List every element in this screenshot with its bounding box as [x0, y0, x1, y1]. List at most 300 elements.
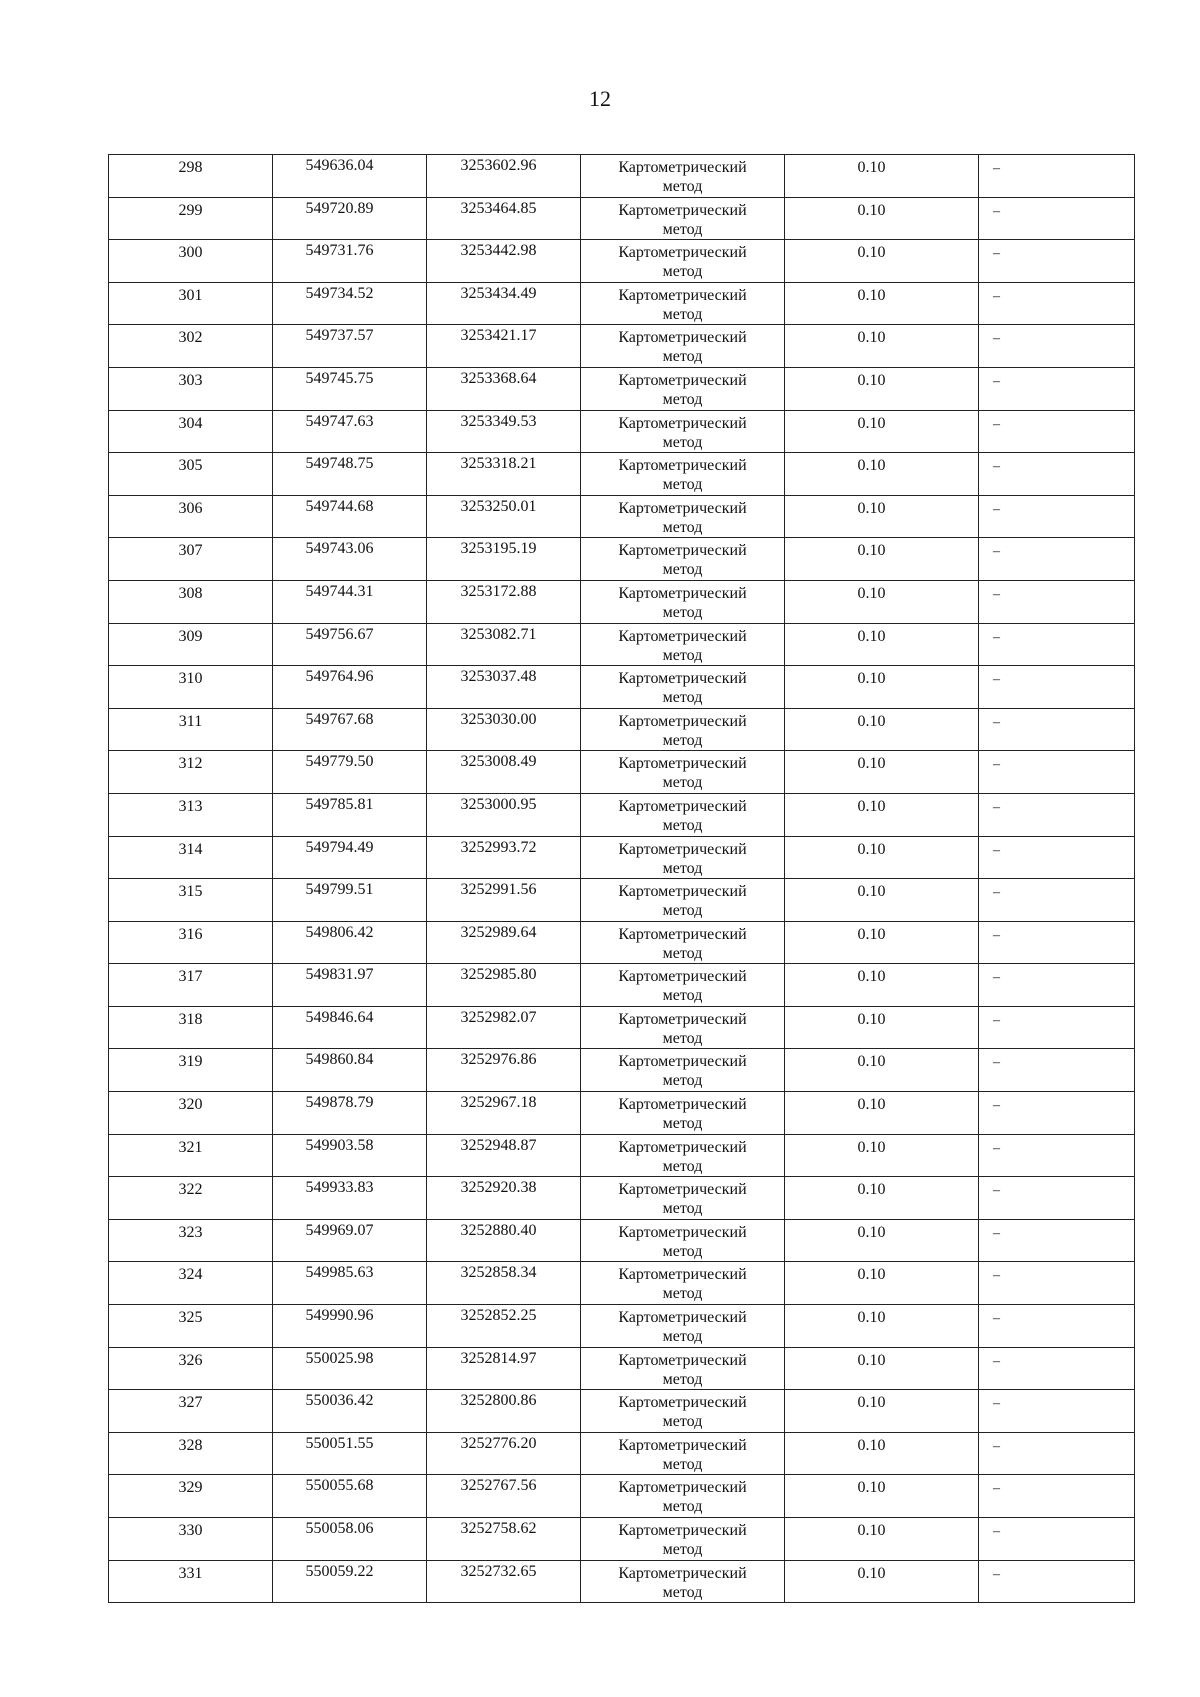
- x-coordinate-cell: [273, 1390, 427, 1433]
- x-coordinate-cell: [273, 1177, 427, 1220]
- description-cell: [979, 495, 1135, 538]
- x-coordinate-cell: [273, 367, 427, 410]
- y-coordinate-cell: [427, 325, 581, 368]
- description-cell: [979, 367, 1135, 410]
- x-coordinate-cell: [273, 708, 427, 751]
- description-cell: [979, 1049, 1135, 1092]
- description-text: –: [993, 1396, 1000, 1412]
- method-text: Картометрический метод: [618, 755, 747, 792]
- description-cell: [979, 453, 1135, 496]
- accuracy-text: 0.10: [857, 371, 886, 389]
- y-coordinate-cell: [427, 1432, 581, 1475]
- description-cell: [979, 410, 1135, 453]
- description-cell: [979, 1177, 1135, 1220]
- accuracy-cell: [785, 580, 979, 623]
- method-cell: [581, 1560, 785, 1603]
- accuracy-cell: [785, 1219, 979, 1262]
- x-coordinate-text: 549794.49: [305, 838, 374, 856]
- point-number-text: 329: [178, 1479, 203, 1497]
- description-text: –: [993, 544, 1000, 560]
- accuracy-text: 0.10: [857, 1053, 886, 1071]
- description-text: –: [993, 757, 1000, 773]
- x-coordinate-text: 550059.22: [305, 1562, 374, 1580]
- y-coordinate-text: 3252991.56: [460, 881, 537, 899]
- accuracy-text: 0.10: [857, 627, 886, 645]
- table-row: [109, 1092, 1135, 1135]
- method-text: Картометрический метод: [618, 159, 747, 195]
- y-coordinate-cell: [427, 1006, 581, 1049]
- y-coordinate-text: 3252758.62: [460, 1520, 537, 1537]
- x-coordinate-text: 549731.76: [305, 242, 374, 260]
- y-coordinate-text: 3253421.17: [460, 327, 537, 345]
- y-coordinate-text: 3253442.98: [460, 242, 537, 260]
- table-row: [109, 623, 1135, 666]
- description-text: –: [993, 586, 1000, 602]
- accuracy-text: 0.10: [857, 1394, 886, 1412]
- point-number-text: 317: [178, 968, 203, 986]
- point-number-cell: [109, 836, 273, 879]
- point-number-cell: [109, 1134, 273, 1177]
- point-number-cell: [109, 1219, 273, 1262]
- y-coordinate-text: 3252993.72: [460, 838, 537, 856]
- y-coordinate-cell: [427, 964, 581, 1007]
- x-coordinate-cell: [273, 793, 427, 836]
- description-text: –: [993, 161, 1000, 176]
- y-coordinate-cell: [427, 708, 581, 751]
- x-coordinate-cell: [273, 964, 427, 1007]
- table-row: [109, 921, 1135, 964]
- accuracy-text: 0.10: [857, 1309, 886, 1327]
- x-coordinate-cell: [273, 836, 427, 879]
- y-coordinate-cell: [427, 1219, 581, 1262]
- point-number-text: 312: [178, 755, 203, 773]
- accuracy-cell: [785, 1134, 979, 1177]
- description-text: –: [993, 1566, 1000, 1582]
- table-row: [109, 879, 1135, 922]
- y-coordinate-cell: [427, 453, 581, 496]
- method-cell: [581, 1262, 785, 1305]
- x-coordinate-cell: [273, 1475, 427, 1518]
- method-text: Картометрический метод: [618, 925, 747, 962]
- point-number-text: 305: [178, 457, 203, 475]
- x-coordinate-text: 549969.07: [305, 1221, 374, 1239]
- y-coordinate-cell: [427, 836, 581, 879]
- accuracy-text: 0.10: [857, 159, 886, 176]
- table-row: [109, 1134, 1135, 1177]
- accuracy-text: 0.10: [857, 1096, 886, 1114]
- point-number-text: 307: [178, 542, 203, 560]
- point-number-cell: [109, 1475, 273, 1518]
- table-row: [109, 240, 1135, 283]
- point-number-cell: [109, 964, 273, 1007]
- point-number-text: 298: [178, 159, 203, 176]
- method-cell: [581, 580, 785, 623]
- accuracy-text: 0.10: [857, 1522, 886, 1539]
- method-cell: [581, 921, 785, 964]
- accuracy-cell: [785, 453, 979, 496]
- accuracy-cell: [785, 495, 979, 538]
- table-row: [109, 325, 1135, 368]
- description-cell: [979, 240, 1135, 283]
- x-coordinate-cell: [273, 1305, 427, 1348]
- accuracy-cell: [785, 1347, 979, 1390]
- description-cell: [979, 793, 1135, 836]
- table-row: [109, 708, 1135, 751]
- description-cell: [979, 879, 1135, 922]
- x-coordinate-cell: [273, 921, 427, 964]
- x-coordinate-cell: [273, 1219, 427, 1262]
- method-text: Картометрический метод: [618, 1564, 747, 1601]
- method-cell: [581, 1177, 785, 1220]
- method-text: Картометрический метод: [618, 670, 747, 707]
- y-coordinate-cell: [427, 197, 581, 240]
- page-number: 12: [589, 86, 611, 111]
- description-cell: [979, 1262, 1135, 1305]
- y-coordinate-text: 3252852.25: [460, 1307, 537, 1325]
- method-cell: [581, 879, 785, 922]
- method-text: Картометрический метод: [618, 627, 747, 664]
- description-text: –: [993, 331, 1000, 347]
- method-text: Картометрический метод: [618, 286, 747, 323]
- description-text: –: [993, 288, 1000, 304]
- point-number-text: 321: [178, 1138, 203, 1156]
- x-coordinate-text: 549990.96: [305, 1307, 374, 1325]
- table-row: [109, 1177, 1135, 1220]
- accuracy-text: 0.10: [857, 244, 886, 262]
- point-number-text: 325: [178, 1309, 203, 1327]
- x-coordinate-text: 549799.51: [305, 881, 374, 899]
- x-coordinate-text: 549756.67: [305, 625, 374, 643]
- x-coordinate-cell: [273, 1347, 427, 1390]
- description-text: –: [993, 714, 1000, 730]
- point-number-cell: [109, 1518, 273, 1561]
- y-coordinate-cell: [427, 1560, 581, 1603]
- accuracy-text: 0.10: [857, 1479, 886, 1497]
- y-coordinate-text: 3252880.40: [460, 1221, 537, 1239]
- description-text: –: [993, 799, 1000, 815]
- point-number-text: 309: [178, 627, 203, 645]
- x-coordinate-cell: [273, 155, 427, 198]
- point-number-text: 306: [178, 499, 203, 517]
- y-coordinate-text: 3252982.07: [460, 1008, 537, 1026]
- y-coordinate-text: 3252800.86: [460, 1392, 537, 1410]
- x-coordinate-cell: [273, 1049, 427, 1092]
- method-cell: [581, 964, 785, 1007]
- method-text: Картометрический метод: [618, 1522, 747, 1558]
- accuracy-cell: [785, 410, 979, 453]
- x-coordinate-text: 549744.31: [305, 582, 374, 600]
- description-cell: [979, 1092, 1135, 1135]
- x-coordinate-cell: [273, 240, 427, 283]
- method-text: Картометрический метод: [618, 1351, 747, 1388]
- description-cell: [979, 836, 1135, 879]
- accuracy-cell: [785, 1177, 979, 1220]
- method-cell: [581, 708, 785, 751]
- description-text: –: [993, 373, 1000, 389]
- method-text: Картометрический метод: [618, 1223, 747, 1260]
- table-row: [109, 1432, 1135, 1475]
- y-coordinate-text: 3252767.56: [460, 1477, 537, 1495]
- description-cell: [979, 964, 1135, 1007]
- description-text: –: [993, 1438, 1000, 1454]
- accuracy-cell: [785, 793, 979, 836]
- y-coordinate-text: 3252814.97: [460, 1349, 537, 1367]
- method-text: Картометрический метод: [618, 1309, 747, 1346]
- point-number-text: 310: [178, 670, 203, 688]
- x-coordinate-text: 549737.57: [305, 327, 374, 345]
- method-cell: [581, 1518, 785, 1561]
- point-number-cell: [109, 1092, 273, 1135]
- method-text: Картометрический метод: [618, 542, 747, 579]
- point-number-cell: [109, 1347, 273, 1390]
- description-cell: [979, 1432, 1135, 1475]
- x-coordinate-text: 550055.68: [305, 1477, 374, 1495]
- x-coordinate-cell: [273, 1262, 427, 1305]
- point-number-text: 322: [178, 1181, 203, 1199]
- y-coordinate-text: 3253008.49: [460, 753, 537, 771]
- accuracy-cell: [785, 1262, 979, 1305]
- accuracy-cell: [785, 751, 979, 794]
- coordinates-table: [108, 154, 1135, 1603]
- y-coordinate-text: 3253434.49: [460, 284, 537, 302]
- accuracy-cell: [785, 1475, 979, 1518]
- x-coordinate-text: 549846.64: [305, 1008, 374, 1026]
- y-coordinate-cell: [427, 1177, 581, 1220]
- accuracy-cell: [785, 197, 979, 240]
- y-coordinate-cell: [427, 1390, 581, 1433]
- method-cell: [581, 1006, 785, 1049]
- x-coordinate-cell: [273, 282, 427, 325]
- accuracy-cell: [785, 1006, 979, 1049]
- table-row: [109, 282, 1135, 325]
- coordinates-table-body: [109, 155, 1135, 1603]
- y-coordinate-cell: [427, 623, 581, 666]
- point-number-text: 299: [178, 201, 203, 219]
- description-cell: [979, 1560, 1135, 1603]
- point-number-cell: [109, 1432, 273, 1475]
- x-coordinate-text: 549831.97: [305, 966, 374, 984]
- method-cell: [581, 751, 785, 794]
- y-coordinate-cell: [427, 410, 581, 453]
- point-number-cell: [109, 1305, 273, 1348]
- description-cell: [979, 708, 1135, 751]
- x-coordinate-cell: [273, 325, 427, 368]
- description-text: –: [993, 1225, 1000, 1241]
- y-coordinate-cell: [427, 1305, 581, 1348]
- method-cell: [581, 1390, 785, 1433]
- method-cell: [581, 793, 785, 836]
- y-coordinate-cell: [427, 1262, 581, 1305]
- y-coordinate-text: 3253000.95: [460, 795, 537, 813]
- method-cell: [581, 1219, 785, 1262]
- x-coordinate-text: 549748.75: [305, 455, 374, 473]
- table-row: [109, 1560, 1135, 1603]
- description-text: –: [993, 459, 1000, 475]
- table-row: [109, 666, 1135, 709]
- method-cell: [581, 410, 785, 453]
- description-text: –: [993, 970, 1000, 986]
- description-cell: [979, 623, 1135, 666]
- description-cell: [979, 155, 1135, 198]
- x-coordinate-text: 549743.06: [305, 540, 374, 558]
- table-row: [109, 453, 1135, 496]
- method-text: Картометрический метод: [618, 1181, 747, 1218]
- description-cell: [979, 580, 1135, 623]
- y-coordinate-cell: [427, 1049, 581, 1092]
- y-coordinate-text: 3253037.48: [460, 668, 537, 686]
- x-coordinate-text: 549785.81: [305, 795, 374, 813]
- method-text: Картометрический метод: [618, 712, 747, 749]
- description-text: –: [993, 1012, 1000, 1028]
- y-coordinate-text: 3252985.80: [460, 966, 537, 984]
- table-row: [109, 1006, 1135, 1049]
- accuracy-text: 0.10: [857, 1010, 886, 1028]
- accuracy-text: 0.10: [857, 968, 886, 986]
- table-row: [109, 495, 1135, 538]
- x-coordinate-cell: [273, 580, 427, 623]
- accuracy-cell: [785, 240, 979, 283]
- method-cell: [581, 1432, 785, 1475]
- description-text: –: [993, 927, 1000, 943]
- accuracy-text: 0.10: [857, 499, 886, 517]
- x-coordinate-cell: [273, 1432, 427, 1475]
- point-number-cell: [109, 538, 273, 581]
- table-row: [109, 751, 1135, 794]
- point-number-text: 323: [178, 1223, 203, 1241]
- method-text: Картометрический метод: [618, 1266, 747, 1303]
- table-row: [109, 538, 1135, 581]
- point-number-text: 327: [178, 1394, 203, 1412]
- accuracy-cell: [785, 367, 979, 410]
- accuracy-text: 0.10: [857, 457, 886, 475]
- x-coordinate-text: 549878.79: [305, 1094, 374, 1112]
- x-coordinate-text: 549985.63: [305, 1264, 374, 1282]
- description-cell: [979, 325, 1135, 368]
- point-number-cell: [109, 879, 273, 922]
- description-text: –: [993, 672, 1000, 688]
- method-cell: [581, 538, 785, 581]
- y-coordinate-cell: [427, 282, 581, 325]
- description-text: –: [993, 501, 1000, 517]
- y-coordinate-cell: [427, 879, 581, 922]
- description-text: –: [993, 1183, 1000, 1199]
- point-number-cell: [109, 367, 273, 410]
- method-cell: [581, 282, 785, 325]
- x-coordinate-text: 550036.42: [305, 1392, 374, 1410]
- y-coordinate-cell: [427, 1475, 581, 1518]
- table-row: [109, 836, 1135, 879]
- y-coordinate-text: 3252858.34: [460, 1264, 537, 1282]
- accuracy-text: 0.10: [857, 286, 886, 304]
- y-coordinate-text: 3252976.86: [460, 1051, 537, 1069]
- method-text: Картометрический метод: [618, 797, 747, 834]
- method-cell: [581, 197, 785, 240]
- point-number-text: 319: [178, 1053, 203, 1071]
- description-cell: [979, 666, 1135, 709]
- point-number-cell: [109, 197, 273, 240]
- method-cell: [581, 1134, 785, 1177]
- description-text: –: [993, 1524, 1000, 1539]
- point-number-cell: [109, 155, 273, 198]
- accuracy-cell: [785, 1049, 979, 1092]
- description-cell: [979, 1305, 1135, 1348]
- point-number-text: 308: [178, 584, 203, 602]
- description-text: –: [993, 885, 1000, 901]
- table-row: [109, 410, 1135, 453]
- accuracy-cell: [785, 282, 979, 325]
- y-coordinate-cell: [427, 751, 581, 794]
- accuracy-cell: [785, 836, 979, 879]
- accuracy-text: 0.10: [857, 201, 886, 219]
- x-coordinate-text: 549747.63: [305, 412, 374, 430]
- accuracy-text: 0.10: [857, 712, 886, 730]
- x-coordinate-text: 549734.52: [305, 284, 374, 302]
- accuracy-cell: [785, 1305, 979, 1348]
- y-coordinate-text: 3252776.20: [460, 1434, 537, 1452]
- point-number-cell: [109, 410, 273, 453]
- accuracy-text: 0.10: [857, 1564, 886, 1582]
- point-number-cell: [109, 1006, 273, 1049]
- point-number-cell: [109, 1390, 273, 1433]
- accuracy-text: 0.10: [857, 414, 886, 432]
- accuracy-text: 0.10: [857, 584, 886, 602]
- accuracy-text: 0.10: [857, 1223, 886, 1241]
- method-cell: [581, 367, 785, 410]
- method-cell: [581, 240, 785, 283]
- table-row: [109, 1390, 1135, 1433]
- table-row: [109, 197, 1135, 240]
- point-number-text: 303: [178, 371, 203, 389]
- description-cell: [979, 1134, 1135, 1177]
- accuracy-cell: [785, 1432, 979, 1475]
- accuracy-text: 0.10: [857, 797, 886, 815]
- point-number-text: 326: [178, 1351, 203, 1369]
- x-coordinate-cell: [273, 1006, 427, 1049]
- description-text: –: [993, 1055, 1000, 1071]
- accuracy-text: 0.10: [857, 925, 886, 943]
- description-cell: [979, 921, 1135, 964]
- point-number-cell: [109, 623, 273, 666]
- table-row: [109, 793, 1135, 836]
- table-row: [109, 367, 1135, 410]
- description-text: –: [993, 1353, 1000, 1369]
- method-cell: [581, 495, 785, 538]
- point-number-text: 302: [178, 329, 203, 347]
- point-number-text: 330: [178, 1522, 203, 1539]
- x-coordinate-text: 549767.68: [305, 710, 374, 728]
- accuracy-cell: [785, 325, 979, 368]
- point-number-text: 324: [178, 1266, 203, 1284]
- point-number-cell: [109, 282, 273, 325]
- y-coordinate-cell: [427, 666, 581, 709]
- x-coordinate-cell: [273, 879, 427, 922]
- x-coordinate-text: 549903.58: [305, 1136, 374, 1154]
- point-number-cell: [109, 495, 273, 538]
- table-row: [109, 155, 1135, 198]
- y-coordinate-text: 3252967.18: [460, 1094, 537, 1112]
- accuracy-cell: [785, 1518, 979, 1561]
- point-number-text: 300: [178, 244, 203, 262]
- method-text: Картометрический метод: [618, 1010, 747, 1047]
- y-coordinate-cell: [427, 155, 581, 198]
- method-cell: [581, 325, 785, 368]
- method-cell: [581, 1092, 785, 1135]
- method-text: Картометрический метод: [618, 1436, 747, 1473]
- table-row: [109, 1475, 1135, 1518]
- method-text: Картометрический метод: [618, 499, 747, 536]
- method-cell: [581, 453, 785, 496]
- accuracy-cell: [785, 538, 979, 581]
